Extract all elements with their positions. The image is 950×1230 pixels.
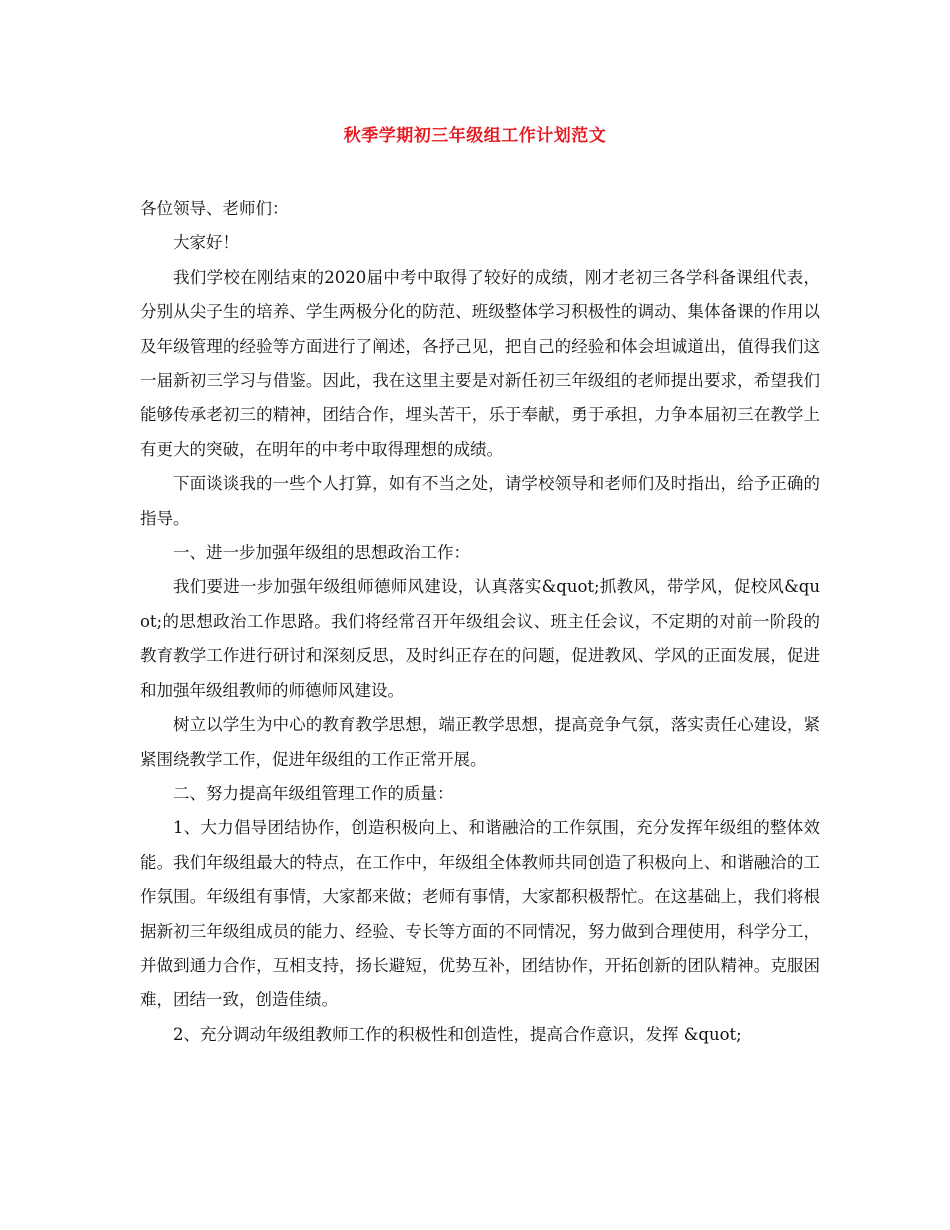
document-title: 秋季学期初三年级组工作计划范文 [343, 126, 607, 146]
document-body [140, 192, 820, 1052]
body-paragraph: 1、大力倡导团结协作，创造积极向上、和谐融洽的工作氛围，充分发挥年级组的整体效能。我们年级组最大的特点，在工作中，年级组全体教师共同创造了积极向上、和谐融洽的工作氛围。年级组有事情，大家都来做；老师有事情，大家都积极帮忙。在这基础上，我们将根据新初三年级组成员的能力、经验、专长等方面的不同情况，努力做到合理使用，科学分工，并做到通力合作，互相支持，扬长避短，优势互补，团结协作，开拓创新的团队精神。克服困难，团结一致，创造佳绩。 [140, 818, 820, 1010]
body-paragraph: 树立以学生为中心的教育教学思想，端正教学思想，提高竞争气氛，落实责任心建设，紧紧围绕教学工作，促进年级组的工作正常开展。 [140, 715, 820, 769]
body-paragraph: 下面谈谈我的一些个人打算，如有不当之处，请学校领导和老师们及时指出，给予正确的指导。 [140, 474, 820, 528]
section-heading: 二、努力提高年级组管理工作的质量： [173, 783, 454, 803]
section-heading: 一、进一步加强年级组的思想政治工作： [173, 543, 470, 563]
body-paragraph: 2、充分调动年级组教师工作的积极性和创造性，提高合作意识，发挥 &quot; [173, 1024, 742, 1044]
body-paragraph: 我们要进一步加强年级组师德师风建设，认真落实&quot;抓教风，带学风，促校风&quot;的思想政治工作思路。我们将经常召开年级组会议、班主任会议，不定期的对前一阶段的教育教学工作进行研讨和深刻反思，及时纠正存在的问题，促进教风、学风的正面发展，促进和加强年级组教师的师德师风建设。 [140, 577, 820, 700]
salutation-paragraph: 各位领导、老师们： [140, 199, 289, 218]
greeting-paragraph: 大家好！ [173, 233, 239, 253]
body-paragraph: 我们学校在刚结束的2020届中考中取得了较好的成绩，刚才老初三各学科备课组代表，分别从尖子生的培养、学生两极分化的防范、班级整体学习积极性的调动、集体备课的作用以及年级管理的经验等方面进行了阐述，各抒己见，把自己的经验和体会坦诚道出，值得我们这一届新初三学习与借鉴。因此，我在这里主要是对新任初三年级组的老师提出要求，希望我们能够传承老初三的精神，团结合作，埋头苦干，乐于奉献，勇于承担，力争本届初三在教学上有更大的突破，在明年的中考中取得理想的成绩。 [140, 267, 820, 459]
